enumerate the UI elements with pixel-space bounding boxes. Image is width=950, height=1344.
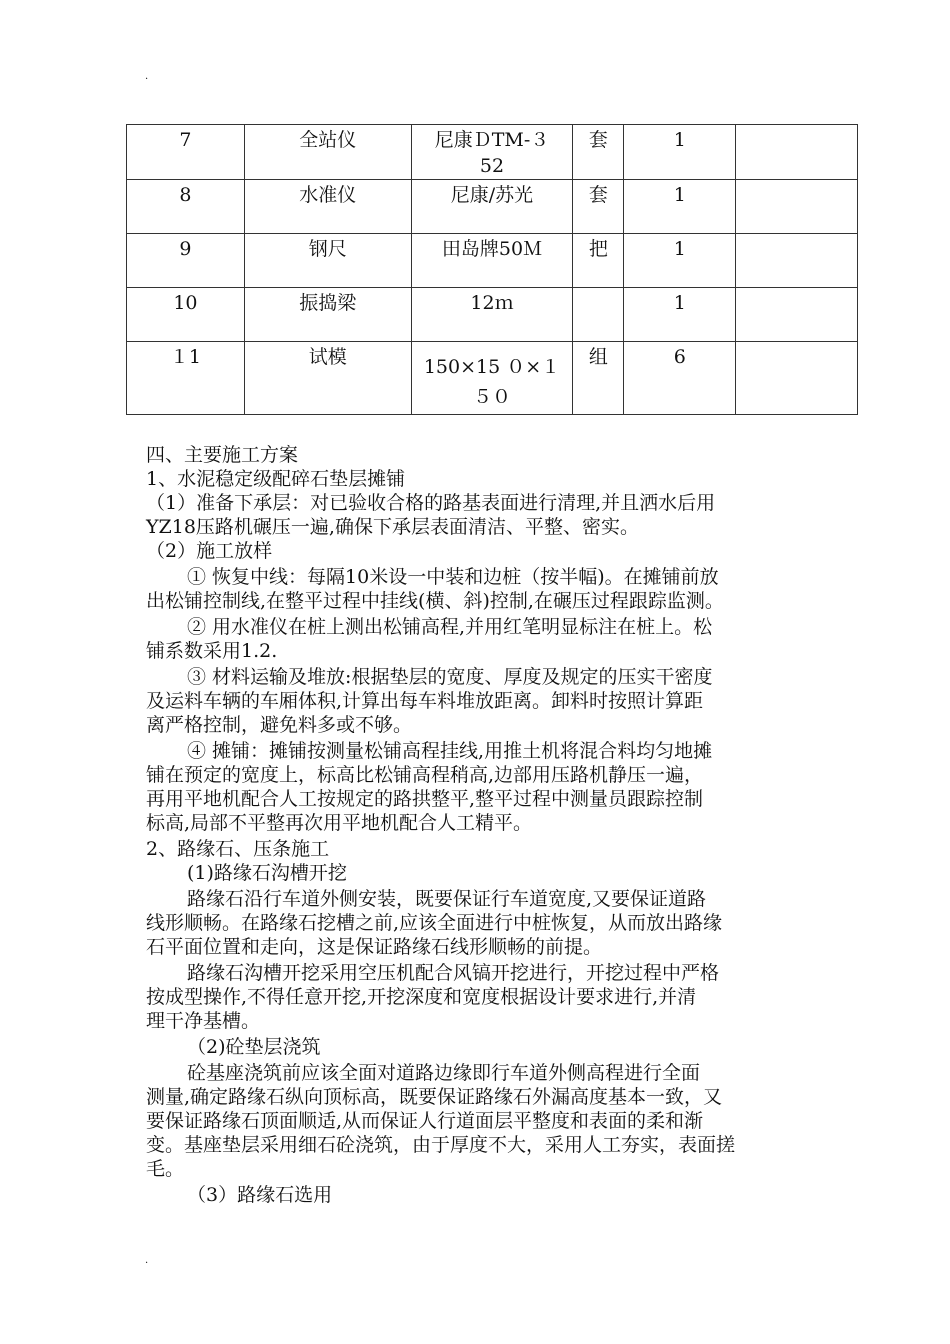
paragraph-line: 再用平地机配合人工按规定的路拱整平,整平过程中测量员跟踪控制: [146, 788, 704, 810]
paragraph-line: 铺系数采用1.2.: [146, 640, 278, 662]
cell-model: 尼康/苏光: [411, 180, 573, 234]
table-row: [127, 125, 858, 180]
cell-note: [736, 125, 858, 180]
paragraph-line: 路缘石沿行车道外侧安装，既要保证行车道宽度,又要保证道路: [187, 888, 707, 910]
paragraph-line: 石平面位置和走向，这是保证路缘石线形顺畅的前提。: [146, 936, 603, 958]
cell-name: 试模: [244, 342, 411, 415]
paragraph-line: 及运料车辆的车厢体积,计算出每车料堆放距离。卸料时按照计算距: [146, 690, 704, 712]
page-mark-top: .: [145, 71, 149, 82]
paragraph-line: 毛。: [146, 1158, 185, 1180]
cell-unit: 套: [573, 125, 624, 180]
table-row: [127, 234, 858, 288]
paragraph-line: 砼基座浇筑前应该全面对道路边缘即行车道外侧高程进行全面: [187, 1062, 701, 1084]
paragraph-line: （1）准备下承层：对已验收合格的路基表面进行清理,并且洒水后用: [146, 492, 716, 514]
table-row: [127, 288, 858, 342]
cell-note: [736, 288, 858, 342]
cell-note: [736, 234, 858, 288]
cell-unit: [573, 288, 624, 342]
cell-no: 8: [127, 180, 245, 234]
cell-qty: 1: [624, 125, 736, 180]
item-heading: （2）施工放样: [146, 540, 273, 562]
paragraph-line: 铺在预定的宽度上，标高比松铺高程稍高,边部用压路机静压一遍，: [146, 764, 704, 786]
paragraph-line: 路缘石沟槽开挖采用空压机配合风镐开挖进行，开挖过程中严格: [187, 962, 720, 984]
item-heading: （2)砼垫层浇筑: [187, 1036, 321, 1058]
paragraph-line: 测量,确定路缘石纵向顶标高，既要保证路缘石外漏高度基本一致，又: [146, 1086, 723, 1108]
cell-name: 钢尺: [244, 234, 411, 288]
cell-qty: 1: [624, 288, 736, 342]
paragraph-line: ④ 摊铺：摊铺按测量松铺高程挂线,用推土机将混合料均匀地摊: [187, 740, 713, 762]
paragraph-line: ② 用水准仪在桩上测出松铺高程,并用红笔明显标注在桩上。松: [187, 616, 713, 638]
cell-no: 10: [127, 288, 245, 342]
item-heading: (1)路缘石沟槽开挖: [187, 862, 347, 884]
cell-qty: 6: [624, 342, 736, 415]
cell-unit: 套: [573, 180, 624, 234]
cell-name: 水准仪: [244, 180, 411, 234]
paragraph-line: 出松铺控制线,在整平过程中挂线(横、斜)控制,在碾压过程跟踪监测。: [146, 590, 724, 612]
subsection-heading: 1、水泥稳定级配碎石垫层摊铺: [146, 468, 406, 490]
subsection-heading: 2、路缘石、压条施工: [146, 838, 330, 860]
paragraph-line: 按成型操作,不得任意开挖,开挖深度和宽度根据设计要求进行,并清: [146, 986, 697, 1008]
cell-unit: 把: [573, 234, 624, 288]
page-mark-bottom: .: [145, 1255, 149, 1266]
cell-no: １1: [127, 342, 245, 415]
paragraph-line: 离严格控制，避免料多或不够。: [146, 714, 413, 736]
cell-no: 7: [127, 125, 245, 180]
paragraph-line: 线形顺畅。在路缘石挖槽之前,应该全面进行中桩恢复，从而放出路缘: [146, 912, 723, 934]
cell-name: 全站仪: [244, 125, 411, 180]
paragraph-line: 变。基座垫层采用细石砼浇筑，由于厚度不大，采用人工夯实，表面搓: [146, 1134, 736, 1156]
cell-qty: 1: [624, 180, 736, 234]
cell-note: [736, 180, 858, 234]
cell-model: 150×15 ０×１ ５０: [411, 342, 573, 415]
section-heading: 四、主要施工方案: [146, 444, 299, 466]
cell-qty: 1: [624, 234, 736, 288]
paragraph-line: 理干净基槽。: [146, 1010, 261, 1032]
table-row: [127, 180, 858, 234]
table-row: [127, 342, 858, 415]
paragraph-line: ③ 材料运输及堆放:根据垫层的宽度、厚度及规定的压实干密度: [187, 666, 713, 688]
cell-note: [736, 342, 858, 415]
item-heading: （3）路缘石选用: [187, 1184, 333, 1206]
paragraph-line: YZ18压路机碾压一遍,确保下承层表面清洁、平整、密实。: [146, 516, 639, 538]
cell-model: 尼康ＤTM-３ 52: [411, 125, 573, 180]
equipment-table: [126, 124, 858, 415]
paragraph-line: 标高,局部不平整再次用平地机配合人工精平。: [146, 812, 533, 834]
paragraph-line: 要保证路缘石顶面顺适,从而保证人行道面层平整度和表面的柔和渐: [146, 1110, 704, 1132]
cell-unit: 组: [573, 342, 624, 415]
cell-model: 12ｍ: [411, 288, 573, 342]
cell-no: 9: [127, 234, 245, 288]
paragraph-line: ① 恢复中线：每隔10米设一中装和边桩（按半幅)。在摊铺前放: [187, 566, 719, 588]
cell-model: 田岛牌50Ｍ: [411, 234, 573, 288]
cell-name: 振捣梁: [244, 288, 411, 342]
